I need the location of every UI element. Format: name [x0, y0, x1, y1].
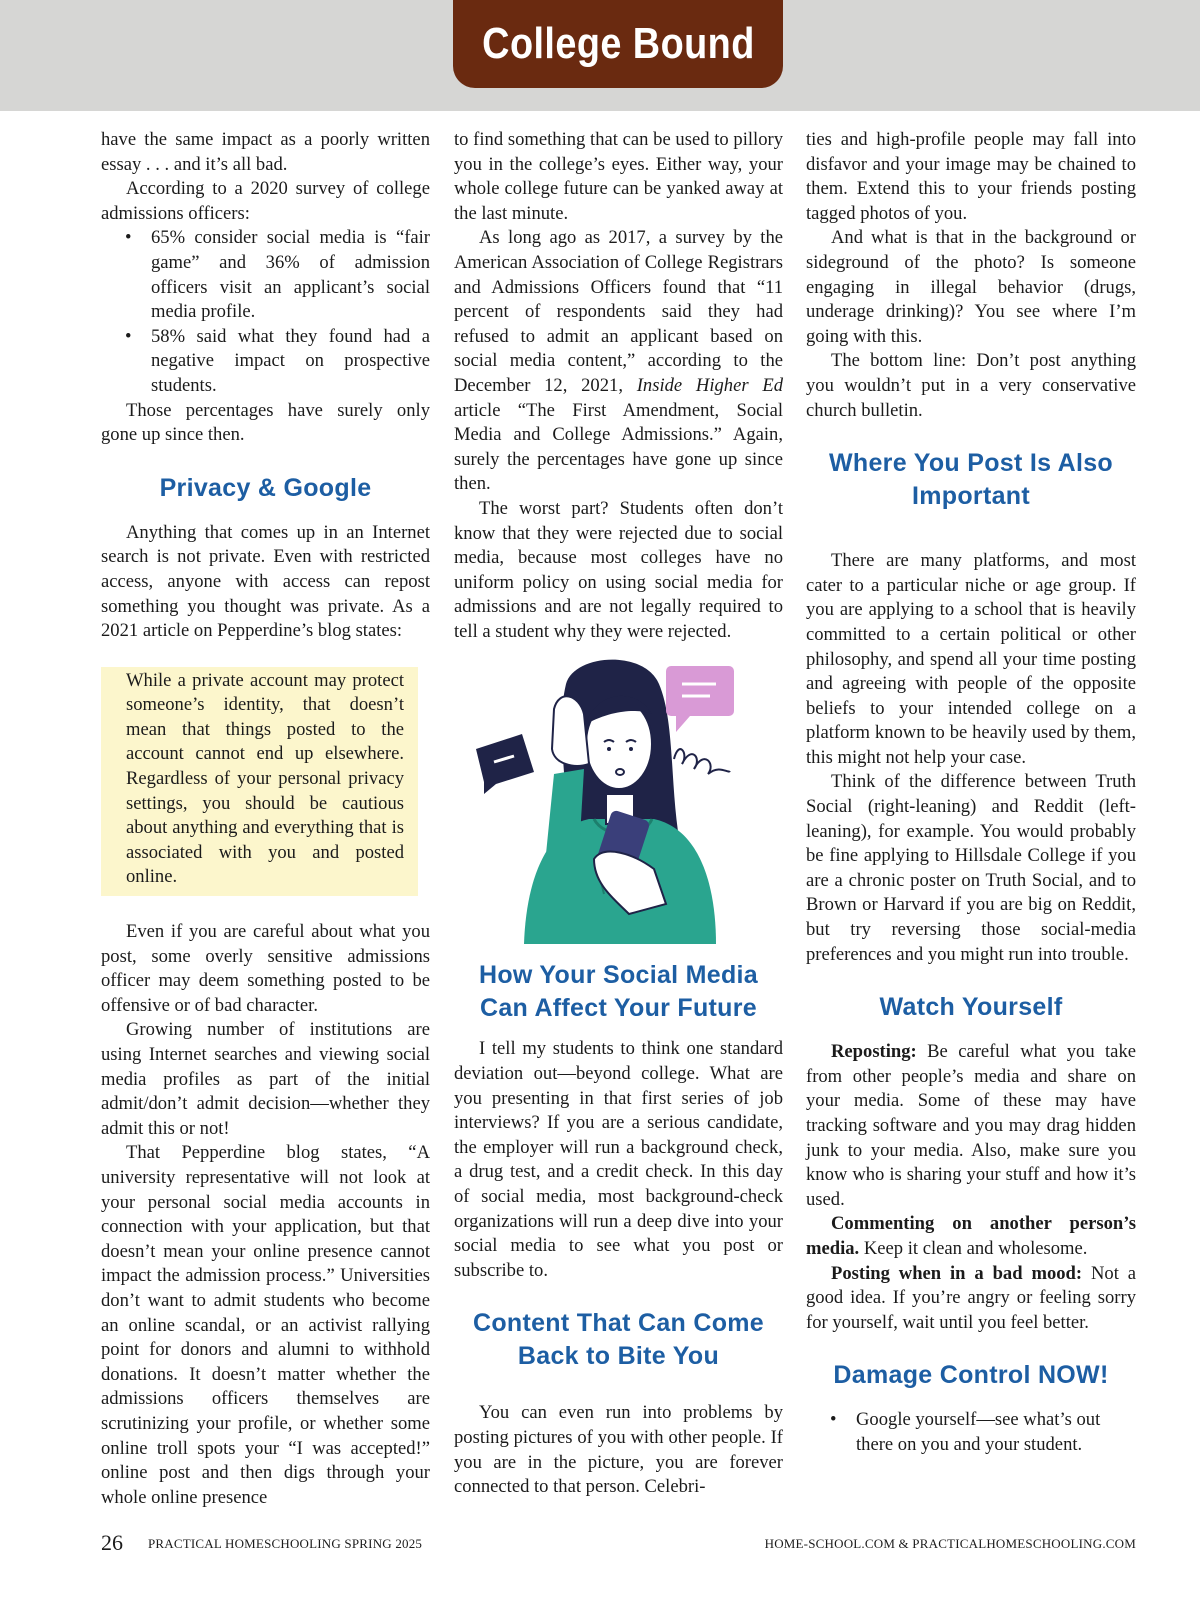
paragraph: And what is that in the background or sideground of the photo? Is someone engaging in illegal behavior (drugs, underage drinking)? You see where I’m going with this.: [806, 227, 1136, 347]
paragraph: Those percentages have surely only gone up since then.: [101, 399, 430, 446]
section-title: College Bound: [481, 19, 755, 68]
heading-privacy: Privacy & Google: [159, 473, 372, 502]
bullet-list: [806, 1408, 1136, 1457]
heading-where-post: Where You Post Is Also Important: [829, 449, 1113, 511]
term-label: Reposting:: [831, 1041, 917, 1063]
paragraph: I tell my students to think one standard deviation out—beyond college. What are you presenting in that first series of job interviews? If you are a serious candidate, the employer will run a background check, a drug test, and a credit check. In this day of social media, most background-check organizations will run a deep dive into your social media to see what you post or subscribe to.: [454, 1038, 783, 1281]
stressed-student-illustration: [454, 654, 783, 944]
text-run: As long ago as 2017, a survey by the American Association of College Registrars and Admissions Officers found that “11 percent of respondents said they had refused to admit an applicant based on social media content,” according to the December 12, 2021,: [454, 227, 783, 396]
paragraph: Anything that comes up in an Internet search is not private. Even with restricted access, anyone with access can repost something you thought was private. As a 2021 article on Pepperdine’s blog states:: [101, 521, 430, 642]
text-run: article “The First Amendment, Social Media and College Admissions.” Again, surely the percentages have gone up since then.: [454, 399, 783, 495]
paragraph: ties and high-profile people may fall into disfavor and your image may be chained to them. Extend this to your friends posting tagged photos of you.: [806, 129, 1136, 224]
paragraph: [806, 1262, 1136, 1336]
squiggle-icon: [674, 750, 730, 775]
paragraph: That Pepperdine blog states, “A university representative will not look at your personal social media accounts in connection with your application, but that doesn’t mean your online presence cannot impact the admission process.” Universities don’t want to admit students who become an online scandal, or an activist rallying point for donors and alumni to withhold donations. It doesn’t matter whether the admissions officers themselves are scrutinizing your profile, or whether some online troll spots your “I was accepted!” online post and then digs through your whole online presence: [101, 1142, 430, 1508]
term-label: Commenting on another person’s media.: [806, 1213, 1136, 1259]
text-run: Not a good idea. If you’re angry or feeling sorry for yourself, wait until you feel better.: [806, 1262, 1136, 1333]
column-2: [454, 128, 783, 1500]
text-run: Keep it clean and wholesome.: [859, 1237, 1088, 1259]
paragraph: have the same impact as a poorly written essay . . . and it’s all bad.: [101, 129, 430, 175]
paragraph: Think of the difference between Truth Social (right-leaning) and Reddit (left-leaning), for example. You would probably be fine applying to Hillsdale College if you are a chronic poster on Truth Social, and to Brown or Harvard if you are big on Reddit, but try reversing those social-media preferences and you might run into trouble.: [806, 771, 1136, 965]
quote-text: While a private account may protect someone’s identity, that doesn’t mean that things posted to the account cannot end up elsewhere. Regardless of your personal privacy settings, you should be cautious about anything and everything that is associated with you and posted online.: [126, 669, 404, 888]
heading-watch-yourself: Watch Yourself: [879, 993, 1063, 1022]
heading-affect-future: How Your Social Media Can Affect Your Future: [478, 961, 759, 1023]
chat-bubble-icon: [476, 734, 534, 794]
list-item: • 65% consider social media is “fair game” and 36% of admission officers visit an applicant’s social media profile.: [151, 226, 430, 324]
paragraph: [454, 226, 783, 497]
section-tab: [453, 0, 783, 88]
paragraph: to find something that can be used to pillory you in the college’s eyes. Either way, your whole college future can be yanked away at the last minute.: [454, 129, 783, 224]
publication-name: Inside Higher Ed: [636, 374, 783, 396]
text-run: Be careful what you take from other people’s media and share on your media. Some of these may have tracking software and you may drag hidden junk to your media. Also, make sure you know who is sharing your stuff and how it’s used.: [806, 1041, 1136, 1210]
heading-bite-you: Content That Can Come Back to Bite You: [472, 1309, 765, 1371]
term-label: Posting when in a bad mood:: [831, 1262, 1083, 1284]
paragraph: According to a 2020 survey of college admissions officers:: [101, 178, 430, 224]
column-1: [101, 128, 430, 1510]
message-bubble-icon: [666, 666, 734, 716]
paragraph: [806, 1040, 1136, 1212]
paragraph: You can even run into problems by posting pictures of you with other people. If you are in the picture, you are forever connected to that person. Celebri-: [454, 1402, 783, 1498]
pullquote-box: [101, 667, 418, 896]
paragraph: [806, 1212, 1136, 1261]
bullet-list: [101, 226, 430, 398]
paragraph: The bottom line: Don’t post anything you wouldn’t put in a very conservative church bulletin.: [806, 350, 1136, 421]
paragraph: The worst part? Students often don’t know that they were rejected due to social media, because most colleges have no uniform policy on using social media for admissions and are not legally required to tell a student why they were rejected.: [454, 497, 783, 642]
paragraph: Growing number of institutions are using Internet searches and viewing social media profiles as part of the initial admit/don’t admit decision—whether they admit this or not!: [101, 1019, 430, 1139]
paragraph: There are many platforms, and most cater to a particular niche or age group. If you are applying to a school that is heavily committed to a certain political or other philosophy, and spend all your time posting and agreeing with people of the opposite beliefs to your intended college on a platform known to be heavily used by them, this might not help your case.: [806, 550, 1136, 768]
paragraph: Even if you are careful about what you post, some overly sensitive admissions officer may deem something posted to be offensive or of bad character.: [101, 921, 430, 1016]
website-credit: HOME-SCHOOL.COM & PRACTICALHOMESCHOOLING.COM: [764, 1536, 1136, 1551]
magazine-issue: PRACTICAL HOMESCHOOLING SPRING 2025: [148, 1536, 423, 1551]
list-item: • 58% said what they found had a negative impact on prospective students.: [151, 325, 430, 399]
list-item: • Google yourself—see what’s out there on you and your student.: [856, 1408, 1136, 1457]
heading-damage-control: Damage Control NOW!: [833, 1361, 1109, 1390]
page-number: 26: [101, 1530, 123, 1555]
column-3: [806, 128, 1136, 1458]
page-footer: [101, 1530, 1136, 1560]
